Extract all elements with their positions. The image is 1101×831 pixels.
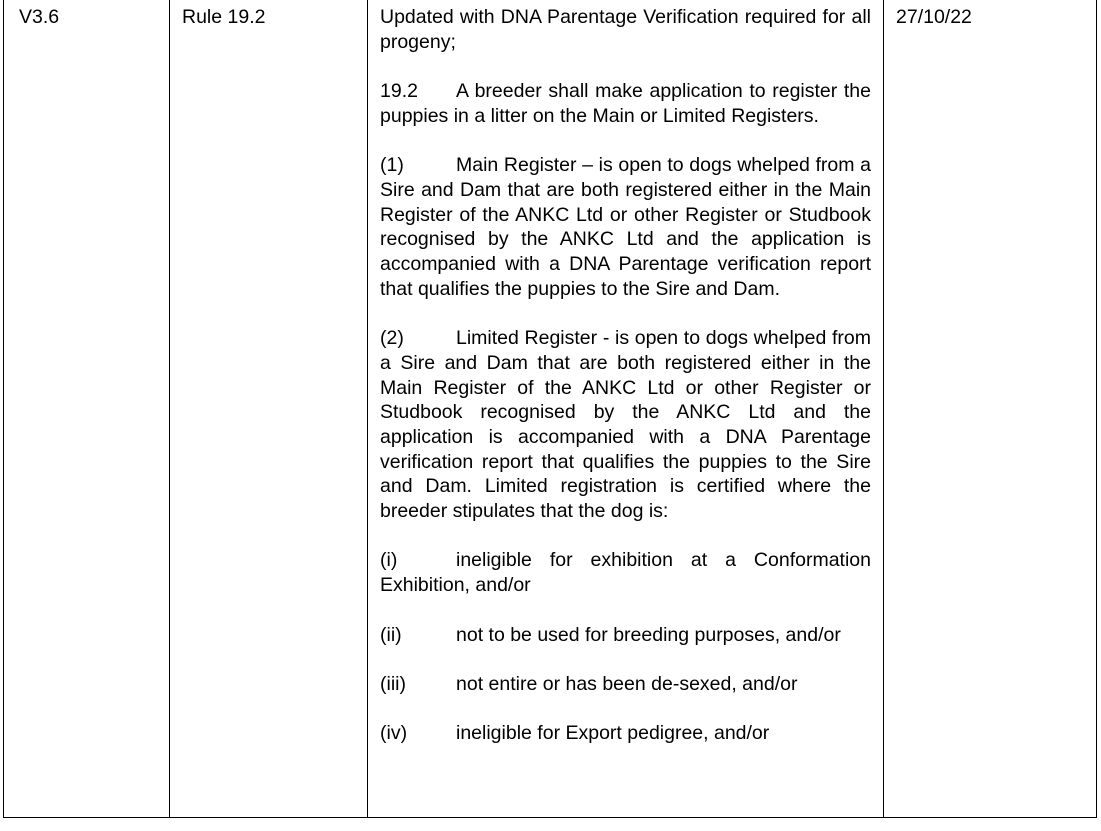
subclause-text: not to be used for breeding purposes, and/or [456,623,841,646]
subclause-text: ineligible for Export pedigree, and/or [456,722,770,745]
subclause-iv [380,721,871,746]
clause-number: 19.2 [380,80,418,103]
date-cell: 27/10/22 [896,6,972,28]
version-cell: V3.6 [19,6,60,28]
column-divider [883,0,884,817]
subclause-number: (iv) [380,722,408,745]
subclause-number: (ii) [380,623,402,646]
main-register-paragraph [380,153,871,301]
rule-cell: Rule 19.2 [182,6,266,28]
rule-19-2-paragraph [380,79,871,128]
clause-number: (2) [380,327,404,350]
subclause-number: (i) [380,549,398,572]
subclause-number: (iii) [380,672,406,695]
limited-register-paragraph [380,326,871,524]
clause-number: (1) [380,154,404,177]
intro-paragraph: Updated with DNA Parentage Verification required for all progeny; [380,6,871,53]
column-divider [367,0,368,817]
clause-text: Limited Register - is open to dogs whelped from a Sire and Dam that are both registered either in the Main Register of the ANKC Ltd or other Register or Studbook recognised by the ANKC Ltd and the application is accompanied with a DNA Parentage verification report that qualifies the puppies to the Sire and Dam. Limited registration is certified where the breeder stipulates that the dog is: [380,327,871,523]
description-cell [380,5,871,746]
subclause-ii [380,623,871,648]
column-divider [169,0,170,817]
clause-text: Main Register – is open to dogs whelped from a Sire and Dam that are both registered either in the Main Register of the ANKC Ltd or other Register or Studbook recognised by the ANKC Ltd and the application is accompanied with a DNA Parentage verification report that qualifies the puppies to the Sire and Dam. [380,154,871,300]
clause-text: A breeder shall make application to register the puppies in a litter on the Main or Limited Registers. [380,80,871,127]
subclause-iii [380,672,871,697]
subclause-text: ineligible for exhibition at a Conformation Exhibition, and/or [380,549,871,597]
subclause-i [380,548,871,597]
amendment-table-row [3,0,1097,818]
subclause-text: not entire or has been de-sexed, and/or [456,672,798,695]
